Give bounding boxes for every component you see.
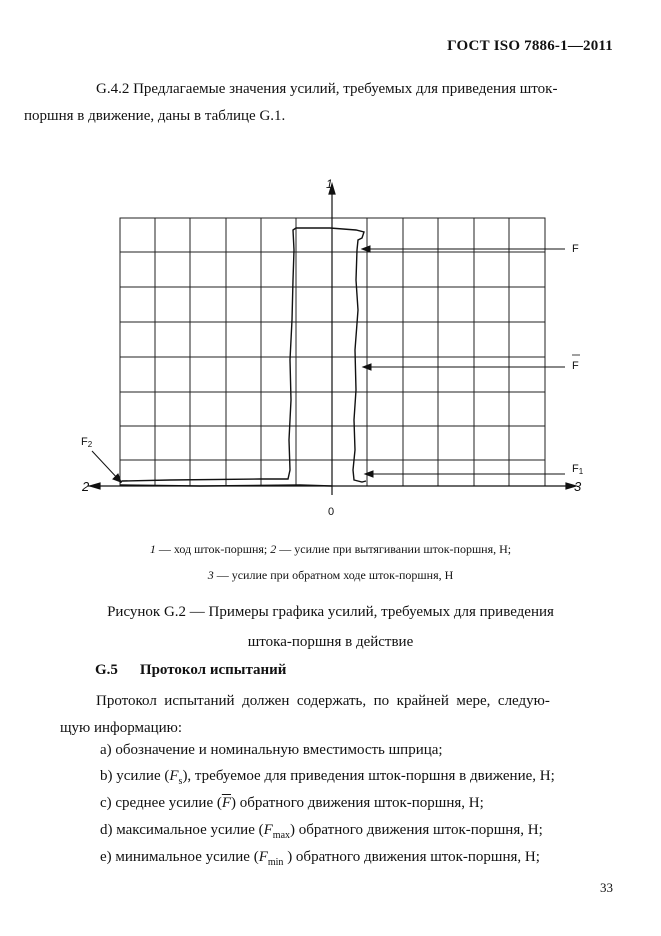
intro-line-1: G.4.2 Предлагаемые значения усилий, требуемых для приведения шток- bbox=[96, 81, 558, 97]
label-f1: F1 bbox=[572, 463, 584, 476]
legend-line-1: 1 — ход шток-поршня; 2 — усилие при вытягивании шток-поршня, Н; bbox=[149, 542, 512, 556]
list-item-e: e) минимальное усилие ($F_{min}$ ) обратного движения шток-поршня, Н; bbox=[100, 849, 540, 868]
axes bbox=[88, 184, 576, 495]
axis-label-2: 2 bbox=[82, 479, 90, 494]
intro-line-2: поршня в движение, даны в таблице G.1. bbox=[24, 108, 286, 124]
label-f: F bbox=[572, 243, 579, 255]
label-f-bar: F bbox=[572, 360, 579, 372]
left-axis-arrow bbox=[90, 483, 100, 489]
axis-label-1: 1 bbox=[326, 177, 333, 191]
list-item-d: d) максимальное усилие $(F_{max})$ обратного движения шток-поршня, Н; bbox=[100, 822, 543, 841]
list-item-a: a) обозначение и номинальную вместимость шприца; bbox=[100, 742, 443, 758]
origin-label: 0 bbox=[328, 506, 335, 518]
figure-title: Рисунок G.2 — Примеры графика усилий, требуемых для приведения штока-поршня в действие bbox=[107, 604, 554, 650]
section-paragraph: Протокол испытаний должен содержать, по крайней мере, следую- щую информацию: bbox=[60, 693, 550, 736]
list-item-c: c) среднее усилие $(\overline{F})$ обратного движения шток-поршня, Н; bbox=[100, 795, 484, 811]
legend-line-2: 3 — усилие при обратном ходе шток-поршня, Н bbox=[207, 568, 454, 582]
list-item-b: b) усилие $(F_s)$, требуемое для приведения шток-поршня в движение, Н; bbox=[100, 768, 555, 787]
page-number: 33 bbox=[600, 880, 613, 895]
axis-label-3: 3 bbox=[574, 479, 582, 494]
section-heading: G.5 Протокол испытаний bbox=[95, 662, 287, 678]
callout-arrows bbox=[92, 246, 565, 482]
label-f2: F2 bbox=[81, 436, 93, 449]
force-graph-figure bbox=[0, 170, 661, 520]
document-header: ГОСТ ISO 7886-1—2011 bbox=[447, 38, 613, 54]
figure-legend bbox=[0, 536, 661, 588]
intro-paragraph bbox=[24, 76, 615, 130]
